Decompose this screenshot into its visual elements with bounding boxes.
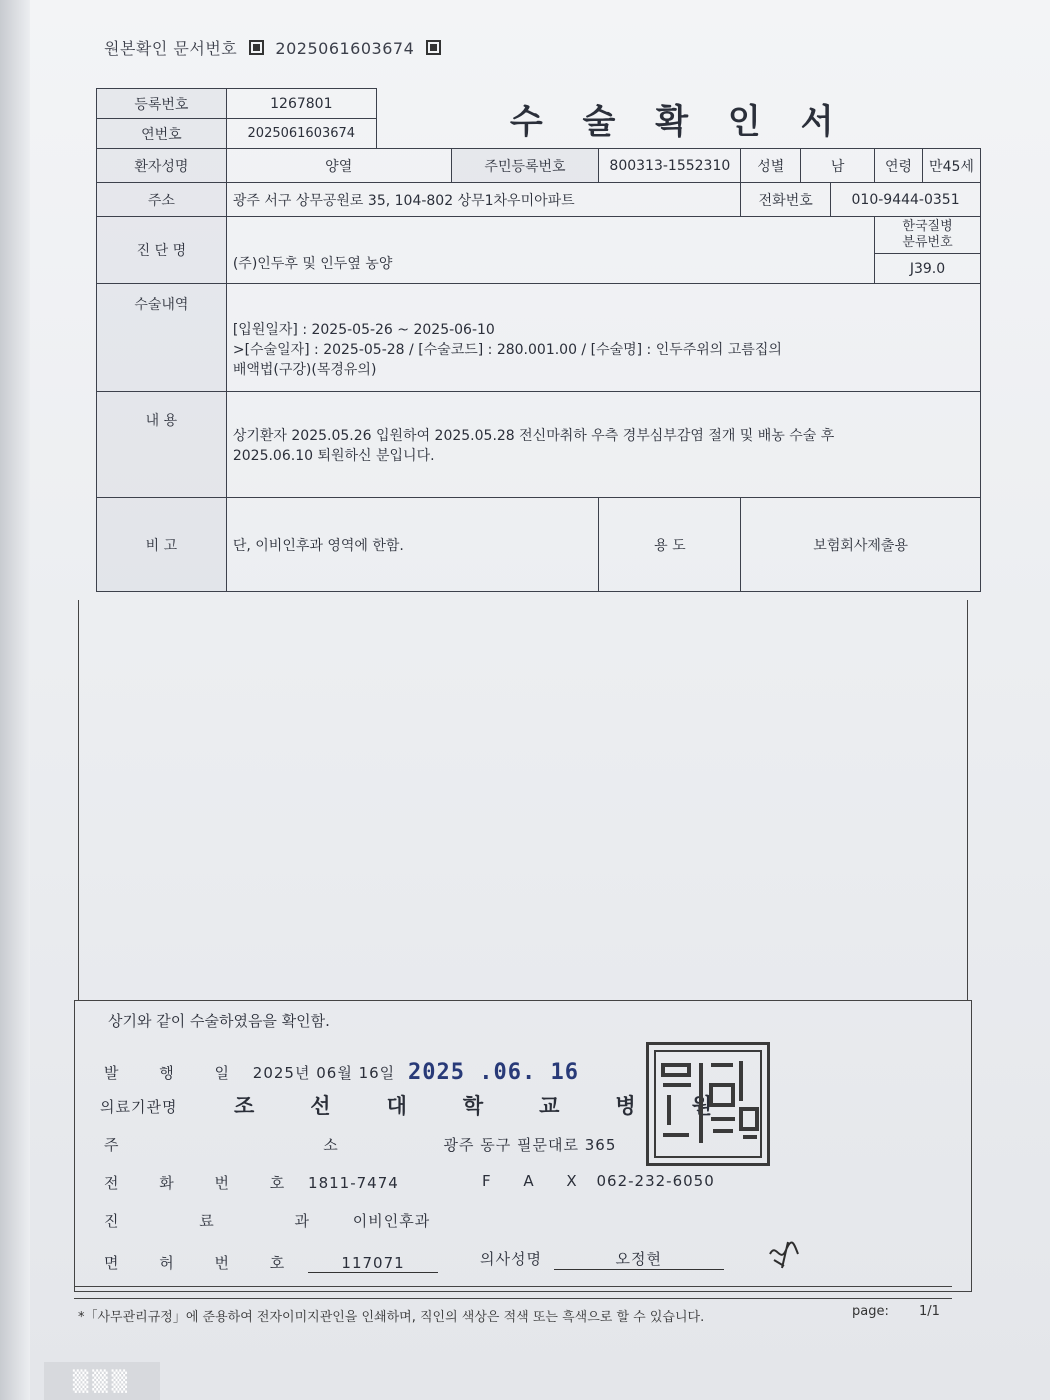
- doctor-name: 오정현: [554, 1248, 724, 1270]
- content-label: 내 용: [97, 392, 227, 498]
- checkbox-icon: [426, 40, 441, 55]
- institution-name: 조선대학교병원: [234, 1094, 769, 1118]
- original-check-number: 2025061603674: [275, 39, 415, 58]
- kcd-label-line1: 한국질병: [902, 219, 953, 234]
- surgery-line-3: 배액법(구강)(목경유의): [232, 361, 377, 378]
- signature-icon: [764, 1236, 804, 1274]
- issue-date-row: [104, 1062, 395, 1083]
- fax-row: [482, 1172, 715, 1190]
- original-watermark-icon: ▒▒▒: [44, 1362, 160, 1400]
- page-label: page:: [852, 1304, 889, 1319]
- doctor-row: [480, 1248, 724, 1270]
- registration-label: 등록번호: [97, 89, 227, 119]
- rrn-value: 800313-1552310: [599, 149, 741, 183]
- remarks-label: 비 고: [97, 498, 227, 592]
- diagnosis-label: 진 단 명: [97, 217, 227, 284]
- sex-value: 남: [801, 149, 875, 183]
- footer-phone-value: 1811-7474: [308, 1174, 399, 1192]
- kcd-label-line2: 분류번호: [902, 235, 953, 250]
- surgery-details: [226, 284, 980, 392]
- page-indicator: [852, 1304, 940, 1319]
- content-line-1: 상기환자 2025.05.26 입원하여 2025.05.28 전신마취하 우측 경부심부감염 절개 및 배농 수술 후: [232, 427, 835, 444]
- patient-name: 양열: [226, 149, 451, 183]
- page-value: 1/1: [919, 1304, 940, 1319]
- content-details: [226, 392, 980, 498]
- serial-label: 연번호: [97, 119, 227, 149]
- license-label: 면 허 번 호: [104, 1254, 303, 1272]
- registration-value: 1267801: [226, 89, 376, 119]
- doctor-label: 의사성명: [480, 1250, 542, 1268]
- confirm-statement: 상기와 같이 수술하였음을 확인함.: [108, 1012, 330, 1030]
- phone-label: 전화번호: [741, 183, 831, 217]
- stamp-date: 2025 .06. 16: [408, 1060, 579, 1085]
- issue-date-value: 2025년 06월 16일: [252, 1064, 396, 1082]
- age-label: 연령: [875, 149, 923, 183]
- footer-phone-label: 전 화 번 호: [104, 1174, 303, 1192]
- license-row: [104, 1252, 438, 1273]
- purpose-label: 용 도: [599, 498, 741, 592]
- certificate-table: [96, 88, 981, 592]
- kcd-label: [875, 217, 981, 254]
- document-title: 수 술 확 인 서: [509, 101, 848, 142]
- rrn-label: 주민등록번호: [451, 149, 599, 183]
- original-check-line: [104, 36, 447, 59]
- content-line-2: 2025.06.10 퇴원하신 분입니다.: [232, 447, 435, 464]
- dept-label: 진 료 과: [104, 1212, 348, 1230]
- kcd-code: J39.0: [875, 254, 981, 284]
- phone-value: 010-9444-0351: [831, 183, 981, 217]
- divider: [74, 1286, 952, 1287]
- age-value: 만45세: [922, 149, 980, 183]
- phone-row: [104, 1172, 399, 1193]
- surgery-line-2: >[수술일자] : 2025-05-28 / [수술코드] : 280.001.00 / [수술명] : 인두주위의 고름집의: [232, 341, 782, 358]
- sex-label: 성별: [741, 149, 801, 183]
- surgery-label: 수술내역: [97, 284, 227, 392]
- dept-row: [104, 1210, 430, 1231]
- purpose-value: 보험회사제출용: [741, 498, 981, 592]
- license-value: 117071: [308, 1254, 438, 1273]
- address-value: 광주 서구 상무공원로 35, 104-802 상무1차우미아파트: [226, 183, 740, 217]
- checkbox-icon: [249, 40, 264, 55]
- official-seal-icon: [646, 1042, 770, 1166]
- serial-value: 2025061603674: [226, 119, 376, 149]
- footnote: *「사무관리규정」에 준용하여 전자이미지관인을 인쇄하며, 직인의 색상은 적색 또는 흑색으로 할 수 있습니다.: [78, 1310, 705, 1325]
- footer-address-value: 광주 동구 필문대로 365: [443, 1136, 617, 1154]
- divider: [74, 1298, 952, 1299]
- blank-area: [78, 600, 968, 1000]
- surgery-line-1: [입원일자] : 2025-05-26 ~ 2025-06-10: [232, 321, 495, 338]
- institution-label: 의료기관명: [100, 1098, 178, 1116]
- address-row: [104, 1134, 616, 1155]
- fax-value: 062-232-6050: [596, 1172, 715, 1190]
- address-label: 주소: [97, 183, 227, 217]
- footer-address-label: 주 소: [104, 1136, 438, 1154]
- original-check-label: 원본확인 문서번호: [104, 39, 238, 58]
- paper-edge: [0, 0, 30, 1400]
- diagnosis-value: (주)인두후 및 인두옆 농양: [226, 217, 874, 284]
- dept-value: 이비인후과: [352, 1212, 431, 1230]
- fax-label: F A X: [482, 1172, 591, 1190]
- remarks-value: 단, 이비인후과 영역에 한함.: [226, 498, 599, 592]
- patient-name-label: 환자성명: [97, 149, 227, 183]
- issue-date-label: 발 행 일: [104, 1064, 248, 1082]
